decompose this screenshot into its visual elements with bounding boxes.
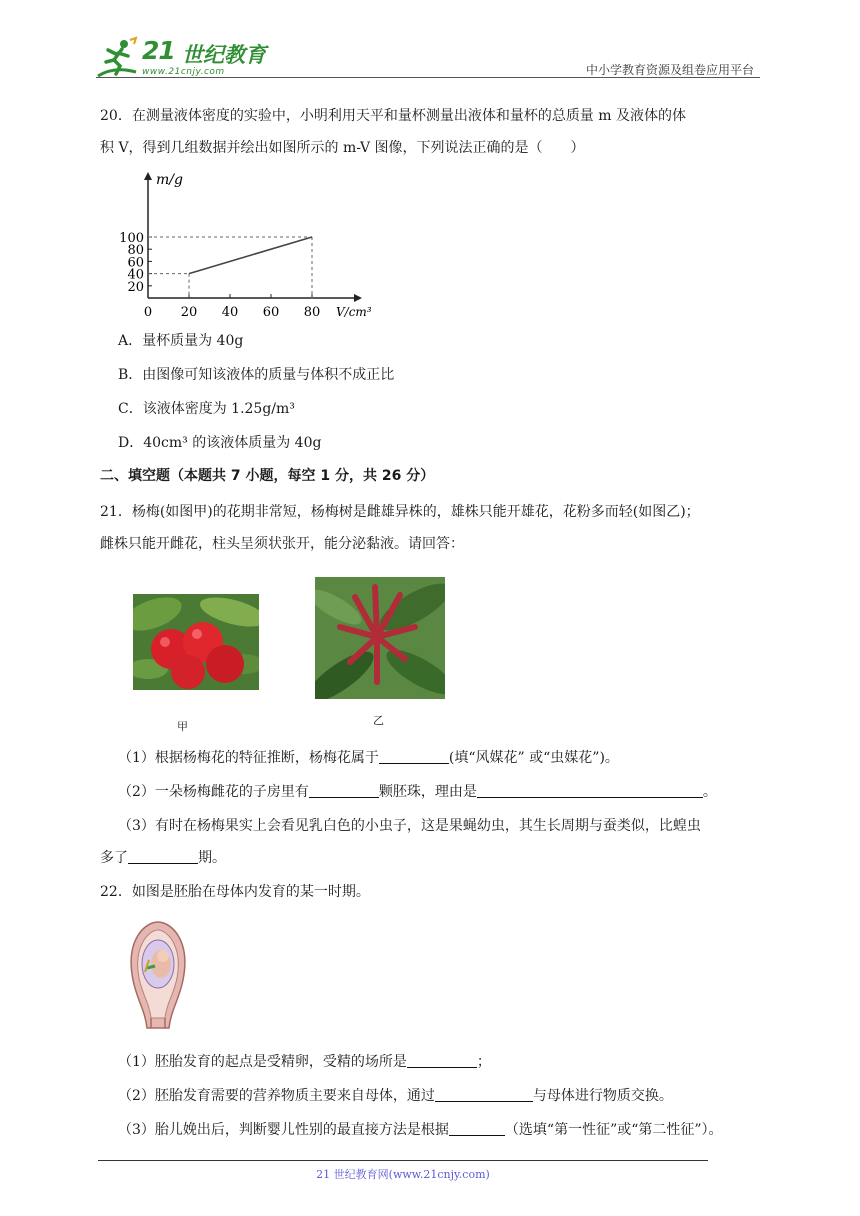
logo-number: 21 [142, 36, 175, 65]
y-tick-label: 40 [127, 267, 144, 283]
q21-sub3-tail: 期。 [198, 850, 226, 866]
q21-sub1-tail: (填“风媒花” 或“虫媒花”)。 [448, 750, 619, 766]
catkin-flower-icon [315, 577, 445, 699]
q21-sub2 [118, 782, 717, 802]
answer-blank[interactable] [477, 783, 703, 798]
q22-sub2-text: （2）胚胎发育需要的营养物质主要来自母体，通过 [118, 1088, 435, 1104]
q22-sub2 [118, 1086, 673, 1106]
answer-blank[interactable] [309, 783, 379, 798]
bayberry-fruit-icon [133, 594, 259, 690]
q21-sub3-line1: （3）有时在杨梅果实上会看见乳白色的小虫子，这是果蝇幼虫，其生长周期与蚕类似，比蝗虫 [118, 818, 701, 834]
x-tick-label: 20 [180, 305, 198, 320]
embryo-uterus-icon [125, 920, 191, 1030]
caption-jia: 甲 [177, 720, 188, 733]
answer-blank[interactable] [379, 749, 449, 764]
footer-divider [98, 1160, 708, 1161]
header-platform-text: 中小学教育资源及组卷应用平台 [585, 63, 754, 77]
answer-blank[interactable] [407, 1053, 477, 1068]
x-tick-label: 40 [221, 305, 239, 320]
q21-sub1-text: （1）根据杨梅花的特征推断，杨梅花属于 [118, 750, 379, 766]
q20-line1: 20．在测量液体密度的实验中，小明利用天平和量杯测量出液体和量杯的总质量 m 及液体的体 [100, 108, 686, 124]
flower-photo [315, 577, 445, 699]
data-line [189, 237, 312, 274]
bayberry-photo [133, 594, 259, 690]
x-axis-label: V/cm³ [336, 305, 372, 319]
q21-sub2-text: （2）一朵杨梅雌花的子房里有 [118, 784, 309, 800]
q22-sub1-tail: ； [476, 1054, 491, 1070]
q22-sub3 [118, 1120, 723, 1140]
page-header [96, 30, 760, 80]
y-tick-label: 60 [127, 255, 144, 271]
q22-sub3-text: （3）胎儿娩出后，判断婴儿性别的最直接方法是根据 [118, 1122, 449, 1138]
y-axis-label: m/g [156, 172, 183, 188]
q21-line2: 雌株只能开雌花，柱头呈须状张开，能分泌黏液。请回答： [100, 536, 464, 552]
x-tick-label: 80 [303, 305, 321, 320]
section-title: 二、填空题（本题共 7 小题，每空 1 分，共 26 分） [100, 468, 435, 484]
q20-line2: 积 V，得到几组数据并绘出如图所示的 m-V 图像，下列说法正确的是（ ） [100, 140, 585, 156]
answer-blank[interactable] [435, 1087, 533, 1102]
logo-url: www.21cnjy.com [142, 67, 225, 77]
q21-sub3-line2 [100, 848, 226, 868]
q22-line1: 22．如图是胚胎在母体内发育的某一时期。 [100, 884, 370, 900]
q20-option-b: B．由图像可知该液体的质量与体积不成正比 [118, 367, 395, 383]
m-v-chart [118, 164, 378, 324]
q21-sub2-tail: 。 [702, 784, 717, 800]
q21-sub1 [118, 748, 619, 768]
q20-option-d: D．40cm³ 的该液体质量为 40g [118, 435, 322, 451]
answer-blank[interactable] [449, 1121, 505, 1136]
q20-option-a: A．量杯质量为 40g [118, 333, 244, 349]
caption-yi: 乙 [373, 714, 384, 727]
q20-option-c: C．该液体密度为 1.25g/m³ [118, 401, 295, 417]
q22-sub3-tail: （选填“第一性征”或“第二性征”）。 [504, 1122, 723, 1138]
x-axis-arrow [354, 294, 362, 302]
x-tick-label: 60 [262, 305, 280, 320]
runner-logo-icon [96, 36, 142, 80]
q21-sub2-mid: 颗胚珠，理由是 [378, 784, 477, 800]
q22-sub1 [118, 1052, 491, 1072]
header-divider [96, 77, 760, 78]
answer-blank[interactable] [128, 849, 198, 864]
q21-line1: 21．杨梅(如图甲)的花期非常短，杨梅树是雌雄异株的，雄株只能开雄花，花粉多而轻(如图乙)； [100, 504, 700, 520]
footer-text: 21 世纪教育网(www.21cnjy.com) [316, 1168, 490, 1181]
y-tick-label: 80 [127, 243, 144, 259]
q22-sub2-tail: 与母体进行物质交换。 [532, 1088, 673, 1104]
logo-text: 世纪教育 [182, 43, 266, 67]
y-axis-arrow [144, 172, 152, 180]
y-tick-label: 100 [119, 231, 144, 246]
logo [96, 36, 266, 80]
q21-sub3-text: 多了 [100, 850, 128, 866]
x-tick-label: 0 [143, 305, 153, 320]
q22-sub1-text: （1）胚胎发育的起点是受精卵，受精的场所是 [118, 1054, 407, 1070]
y-tick-label: 20 [127, 279, 144, 295]
